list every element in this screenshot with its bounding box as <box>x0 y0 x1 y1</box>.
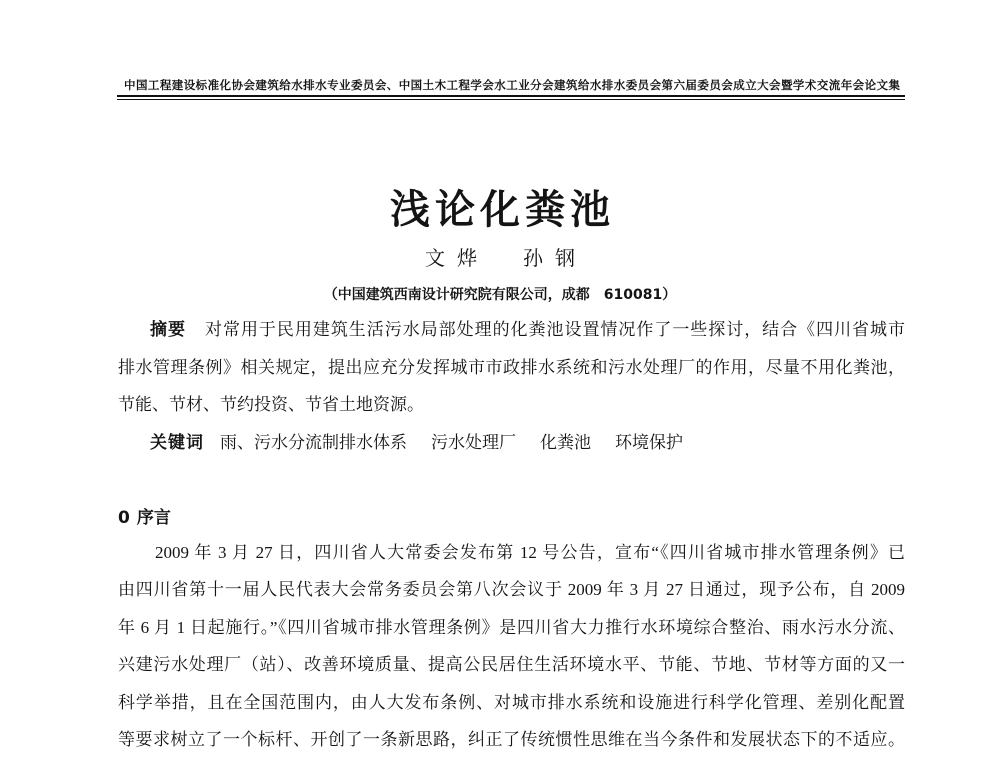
keyword-item: 雨、污水分流制排水体系 <box>220 433 407 452</box>
section-title: 序言 <box>136 508 171 528</box>
body-line: 2009 年 3 月 27 日，四川省人大常委会发布第 12 号公告，宣布“《四川省城市排水管理条例》已 <box>155 543 905 562</box>
affiliation: （中国建筑西南设计研究院有限公司，成都 610081） <box>323 287 677 303</box>
author-list <box>0 245 1000 271</box>
body-line: 由四川省第十一届人民代表大会常务委员会第八次会议于 2009 年 3 月 27 日通过，现予公布，自 2009 <box>118 580 905 599</box>
abstract-line: 排水管理条例》相关规定，提出应充分发挥城市市政排水系统和污水处理厂的作用，尽量不用化粪池， <box>118 358 905 377</box>
keywords <box>150 431 683 455</box>
author-name: 孙钢 <box>523 246 587 270</box>
section-number: 0 <box>118 508 130 528</box>
section-heading <box>118 506 171 530</box>
body-line: 科学举措，且在全国范围内，由人大发布条例、对城市排水系统和设施进行科学化管理、差别化配置 <box>118 693 905 712</box>
keywords-label: 关键词 <box>150 433 204 453</box>
body-line: 等要求树立了一个标杆、开创了一条新思路，纠正了传统惯性思维在当今条件和发展状态下的不适应。 <box>118 730 905 749</box>
abstract-line: 节能、节材、节约投资、节省土地资源。 <box>118 395 424 414</box>
body-line: 年 6 月 1 日起施行。”《四川省城市排水管理条例》是四川省大力推行水环境综合整治、雨水污水分流、 <box>118 618 905 637</box>
abstract-label: 摘要 <box>150 320 186 340</box>
keyword-item: 化粪池 <box>540 433 591 452</box>
paper-title: 浅论化粪池 <box>390 187 615 233</box>
body-line: 兴建污水处理厂（站）、改善环境质量、提高公民居住生活环境水平、节能、节地、节材等方面的又一 <box>118 655 905 674</box>
abstract-line: 对常用于民用建筑生活污水局部处理的化粪池设置情况作了一些探讨，结合《四川省城市 <box>205 320 905 339</box>
author-name: 文烨 <box>425 246 489 270</box>
keyword-item: 污水处理厂 <box>431 433 516 452</box>
header-rule-thin <box>117 99 905 100</box>
running-header: 中国工程建设标准化协会建筑给水排水专业委员会、中国土木工程学会水工业分会建筑给水排水委员会第六届委员会成立大会暨学术交流年会论文集 <box>124 78 900 92</box>
header-rule-thick <box>117 95 905 97</box>
keyword-item: 环境保护 <box>615 433 683 452</box>
